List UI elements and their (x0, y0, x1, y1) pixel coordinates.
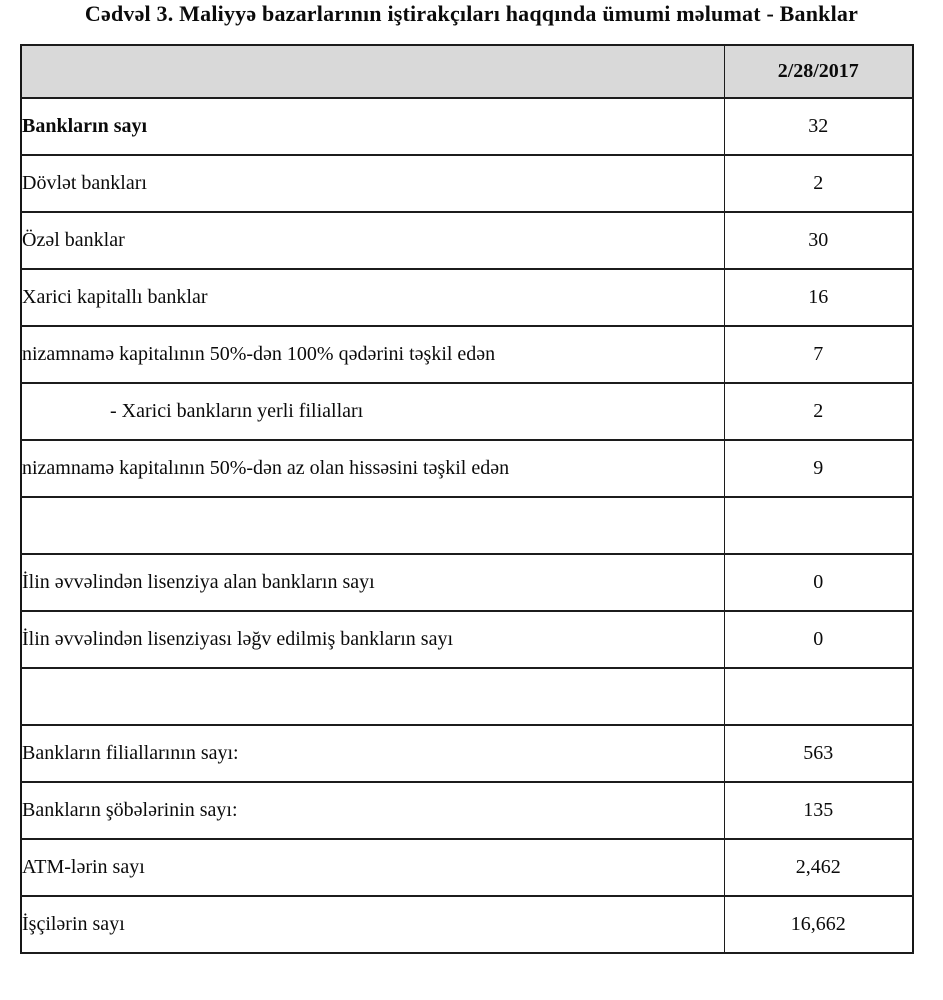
header-label-cell (21, 45, 724, 98)
table-row (21, 725, 913, 782)
row-value: 30 (724, 212, 913, 269)
table-row (21, 497, 913, 554)
row-value (724, 497, 913, 554)
table-row (21, 668, 913, 725)
table-row (21, 269, 913, 326)
table-header (21, 45, 913, 98)
row-label: nizamnamə kapitalının 50%-dən 100% qədərini təşkil edən (21, 326, 724, 383)
row-label: Bankların filiallarının sayı: (21, 725, 724, 782)
row-value: 16,662 (724, 896, 913, 953)
table-row (21, 554, 913, 611)
row-label: Xarici kapitallı banklar (21, 269, 724, 326)
row-label: - Xarici bankların yerli filialları (21, 383, 724, 440)
header-date-cell: 2/28/2017 (724, 45, 913, 98)
row-value: 0 (724, 611, 913, 668)
row-label: Bankların şöbələrinin sayı: (21, 782, 724, 839)
row-label: İşçilərin sayı (21, 896, 724, 953)
table-row (21, 440, 913, 497)
row-value: 32 (724, 98, 913, 155)
table-row (21, 155, 913, 212)
row-label: Bankların sayı (21, 98, 724, 155)
page-title: Cədvəl 3. Maliyyə bazarlarının iştirakçıları haqqında ümumi məlumat - Banklar (84, 1, 859, 26)
table-row (21, 782, 913, 839)
row-label: nizamnamə kapitalının 50%-dən az olan hissəsini təşkil edən (21, 440, 724, 497)
table-row (21, 896, 913, 953)
row-value (724, 668, 913, 725)
table-row (21, 383, 913, 440)
table-row (21, 611, 913, 668)
row-value: 2,462 (724, 839, 913, 896)
row-label: Dövlət bankları (21, 155, 724, 212)
row-value: 135 (724, 782, 913, 839)
row-label: İlin əvvəlindən lisenziyası ləğv edilmiş bankların sayı (21, 611, 724, 668)
table-row (21, 839, 913, 896)
banks-summary-table (20, 44, 914, 954)
row-value: 2 (724, 383, 913, 440)
row-value: 563 (724, 725, 913, 782)
row-value: 2 (724, 155, 913, 212)
row-value: 9 (724, 440, 913, 497)
row-value: 7 (724, 326, 913, 383)
row-label (21, 668, 724, 725)
table-row (21, 212, 913, 269)
row-value: 0 (724, 554, 913, 611)
row-value: 16 (724, 269, 913, 326)
row-label: İlin əvvəlindən lisenziya alan bankların sayı (21, 554, 724, 611)
table-body (21, 98, 913, 953)
row-label (21, 497, 724, 554)
header-row (21, 45, 913, 98)
row-label: ATM-lərin sayı (21, 839, 724, 896)
table-row (21, 326, 913, 383)
row-label: Özəl banklar (21, 212, 724, 269)
table-row (21, 98, 913, 155)
